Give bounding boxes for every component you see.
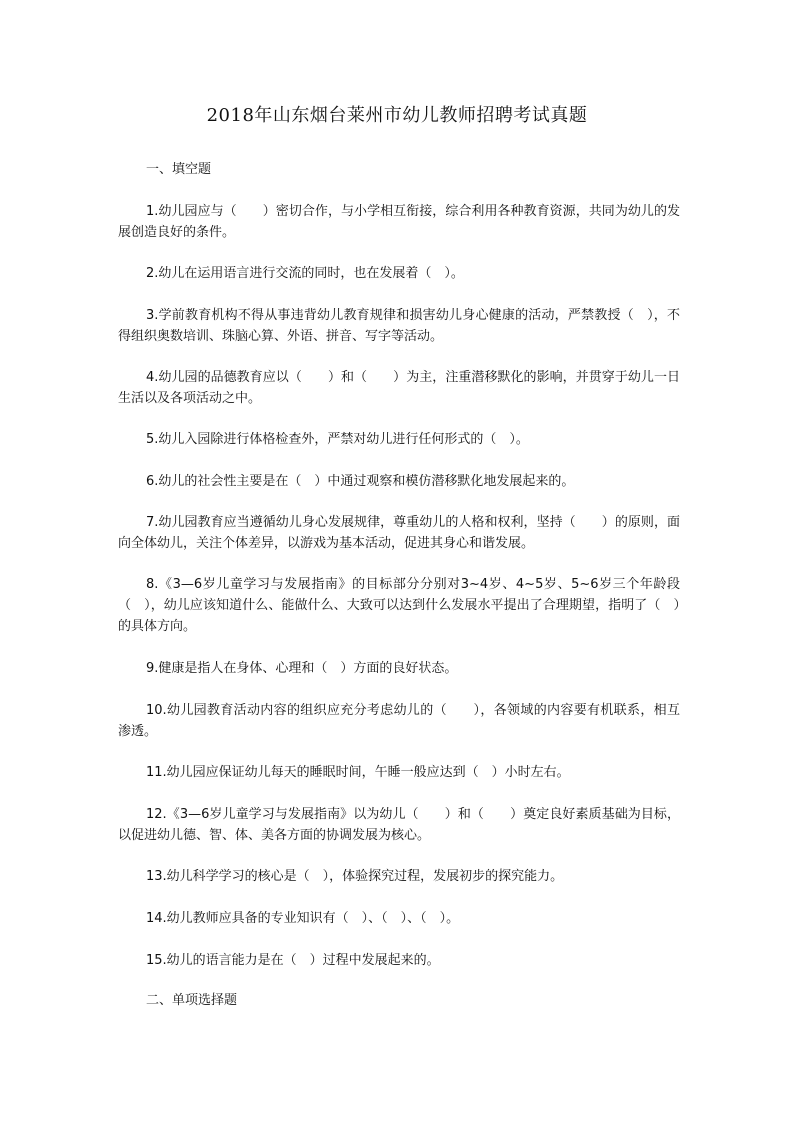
question-15: 15.幼儿的语言能力是在（ ）过程中发展起来的。 xyxy=(146,953,440,968)
question-2: 2.幼儿在运用语言进行交流的同时，也在发展着（ ）。 xyxy=(146,266,464,281)
question-7: 7.幼儿园教育应当遵循幼儿身心发展规律，尊重幼儿的人格和权利，坚持（ ）的原则，面向全体幼儿，关注个体差异，以游戏为基本活动，促进其身心和谐发展。 xyxy=(118,515,680,551)
question-3: 3.学前教育机构不得从事违背幼儿教育规律和损害幼儿身心健康的活动，严禁教授（ ），不得组织奥数培训、珠脑心算、外语、拼音、写字等活动。 xyxy=(118,308,680,344)
question-13: 13.幼儿科学学习的核心是（ ），体验探究过程，发展初步的探究能力。 xyxy=(146,869,564,884)
question-8: 8.《3—6岁儿童学习与发展指南》的目标部分分别对3~4岁、4~5岁、5~6岁三个年龄段（ ），幼儿应该知道什么、能做什么、大致可以达到什么发展水平提出了合理期望，指明了（ ）的具体方向。 xyxy=(118,577,680,634)
question-1: 1.幼儿园应与（ ）密切合作，与小学相互衔接，综合利用各种教育资源，共同为幼儿的发展创造良好的条件。 xyxy=(118,204,680,240)
question-6: 6.幼儿的社会性主要是在（ ）中通过观察和模仿潜移默化地发展起来的。 xyxy=(146,474,575,489)
question-5: 5.幼儿入园除进行体格检查外，严禁对幼儿进行任何形式的（ ）。 xyxy=(146,432,529,447)
section-heading-single-choice: 二、单项选择题 xyxy=(146,993,238,1008)
document-title: 2018年山东烟台莱州市幼儿教师招聘考试真题 xyxy=(206,105,588,126)
question-11: 11.幼儿园应保证幼儿每天的睡眠时间，午睡一般应达到（ ）小时左右。 xyxy=(146,765,570,780)
question-4: 4.幼儿园的品德教育应以（ ）和（ ）为主，注重潜移默化的影响，并贯穿于幼儿一日生活以及各项活动之中。 xyxy=(118,370,680,406)
question-10: 10.幼儿园教育活动内容的组织应充分考虑幼儿的（ ），各领域的内容要有机联系，相互渗透。 xyxy=(118,703,680,739)
section-heading-fill-blank: 一、填空题 xyxy=(146,162,212,177)
question-9: 9.健康是指人在身体、心理和（ ）方面的良好状态。 xyxy=(146,661,458,676)
question-14: 14.幼儿教师应具备的专业知识有（ ）、（ ）、（ ）。 xyxy=(146,911,460,926)
question-12: 12.《3—6岁儿童学习与发展指南》以为幼儿（ ）和（ ）奠定良好素质基础为目标，以促进幼儿德、智、体、美各方面的协调发展为核心。 xyxy=(118,807,680,843)
